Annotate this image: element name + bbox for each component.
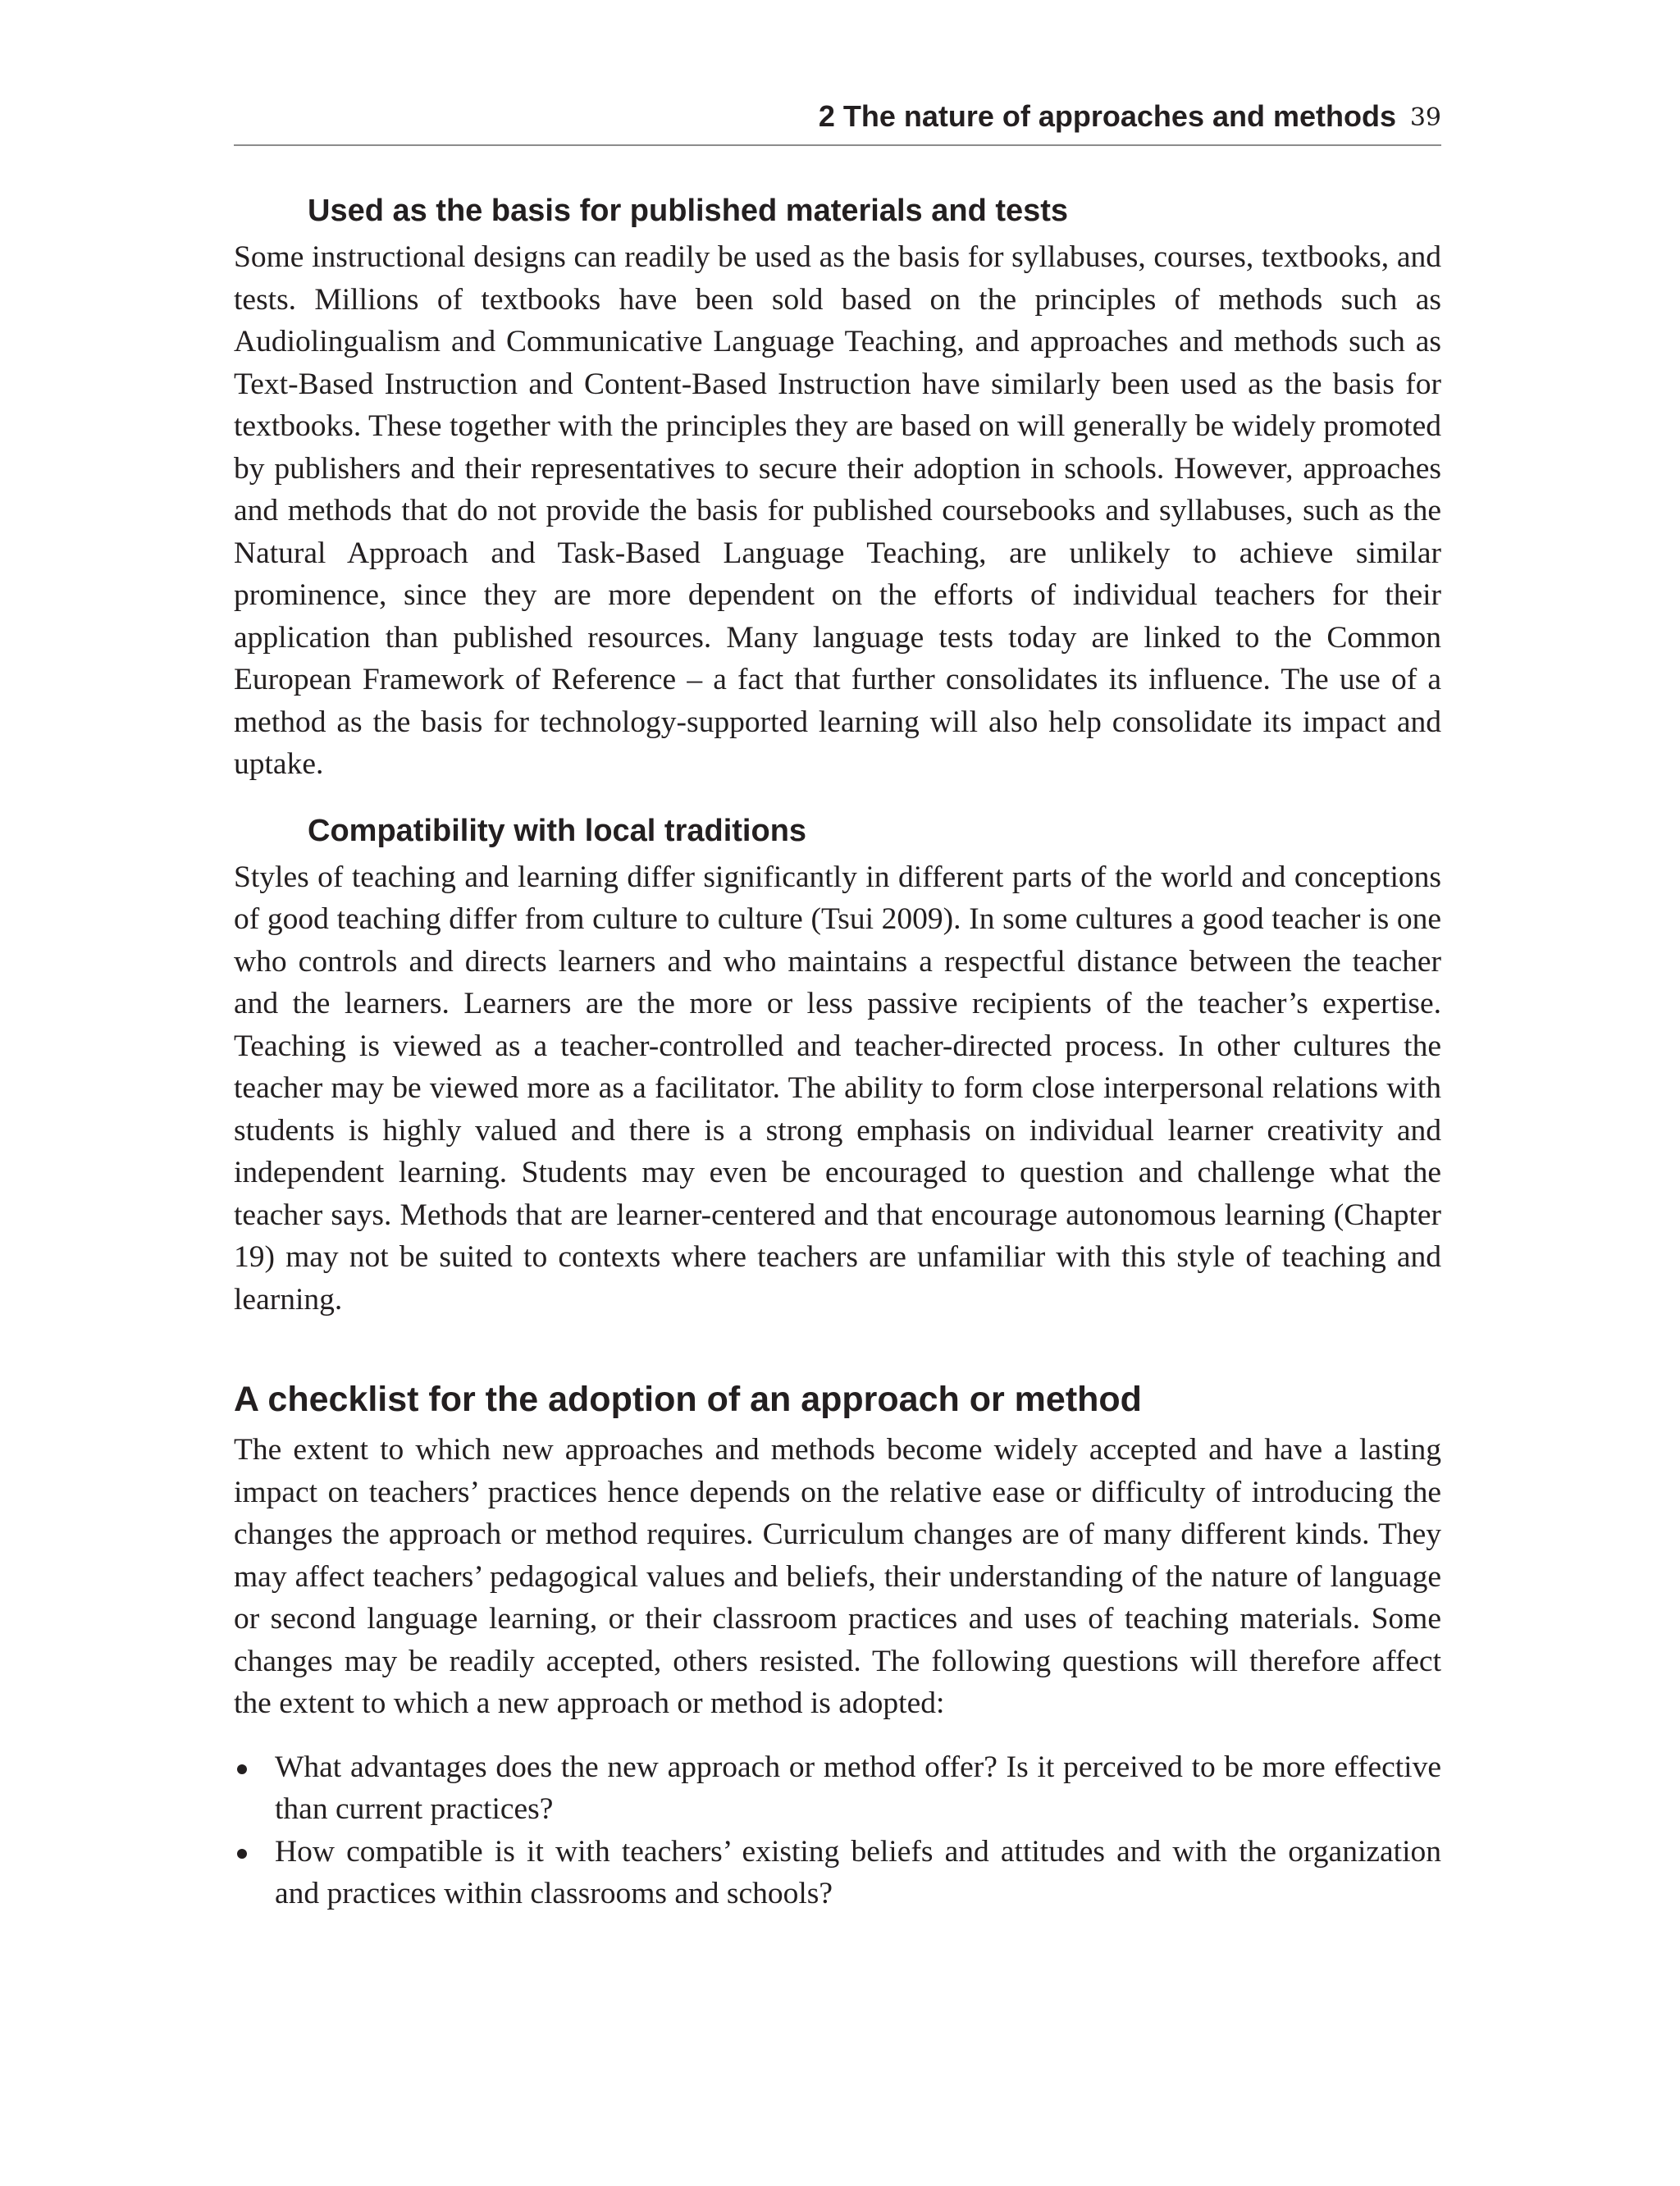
bullet-dot-icon bbox=[237, 1849, 247, 1859]
page-body bbox=[234, 190, 1441, 1915]
bullet-dot-icon bbox=[237, 1764, 247, 1774]
bullet-item bbox=[234, 1831, 1441, 1915]
page-header bbox=[234, 98, 1441, 146]
bullet-item bbox=[234, 1746, 1441, 1831]
checklist-paragraph: The extent to which new approaches and methods become widely accepted and have a lasting impact on teachers’ practices hence depends on the relative ease or difficulty of introducing the changes the approach or method requires. Curriculum changes are of many different kinds. They may affect teachers’ pedagogical values and beliefs, their understanding of the nature of language or second language learning, or their classroom practices and uses of teaching materials. Some changes may be readily accepted, others resisted. The following questions will therefore affect the extent to which a new approach or method is adopted: bbox=[234, 1433, 1441, 1720]
checklist-bullets bbox=[234, 1746, 1441, 1915]
section-paragraph: Styles of teaching and learning differ significantly in different parts of the world and conceptions of good teaching differ from culture to culture (Tsui 2009). In some cultures a good teacher is one who controls and directs learners and who maintains a respectful distance between the teacher and the learners. Learners are the more or less passive recipients of the teacher’s expertise. Teaching is viewed as a teacher-controlled and teacher-directed process. In other cultures the teacher may be viewed more as a facilitator. The ability to form close interpersonal relations with students is highly valued and there is a strong emphasis on individual learner creativity and independent learning. Students may even be encouraged to question and challenge what the teacher says. Methods that are learner-centered and that encourage autonomous learning (Chapter 19) may not be suited to contexts where teachers are unfamiliar with this style of teaching and learning. bbox=[234, 860, 1441, 1317]
bullet-text: How compatible is it with teachers’ existing beliefs and attitudes and with the organization and practices within classrooms and schools? bbox=[275, 1834, 1441, 1910]
bullet-text: What advantages does the new approach or method offer? Is it perceived to be more effective than current practices? bbox=[275, 1750, 1441, 1826]
section-paragraph: Some instructional designs can readily be used as the basis for syllabuses, courses, textbooks, and tests. Millions of textbooks have been sold based on the principles of methods such as Audiolingualism and Communicative Language Teaching, and approaches and methods such as Text-Based Instruction and Content-Based Instruction have similarly been used as the basis for textbooks. These together with the principles they are based on will generally be widely promoted by publishers and their representatives to secure their adoption in schools. However, approaches and methods that do not provide the basis for published coursebooks and syllabuses, such as the Natural Approach and Task-Based Language Teaching, are unlikely to achieve similar prominence, since they are more dependent on the efforts of individual teachers for their application than published resources. Many language tests today are linked to the Common European Framework of Reference – a fact that further consolidates its influence. The use of a method as the basis for technology-supported learning will also help consolidate its impact and uptake. bbox=[234, 240, 1441, 781]
checklist-heading: A checklist for the adoption of an approach or method bbox=[234, 1380, 1142, 1419]
section-subheading: Used as the basis for published materials and tests bbox=[308, 194, 1069, 228]
running-head: 2 The nature of approaches and methods bbox=[818, 99, 1396, 133]
section-subheading: Compatibility with local traditions bbox=[308, 813, 807, 848]
page-number: 39 bbox=[1409, 103, 1441, 132]
